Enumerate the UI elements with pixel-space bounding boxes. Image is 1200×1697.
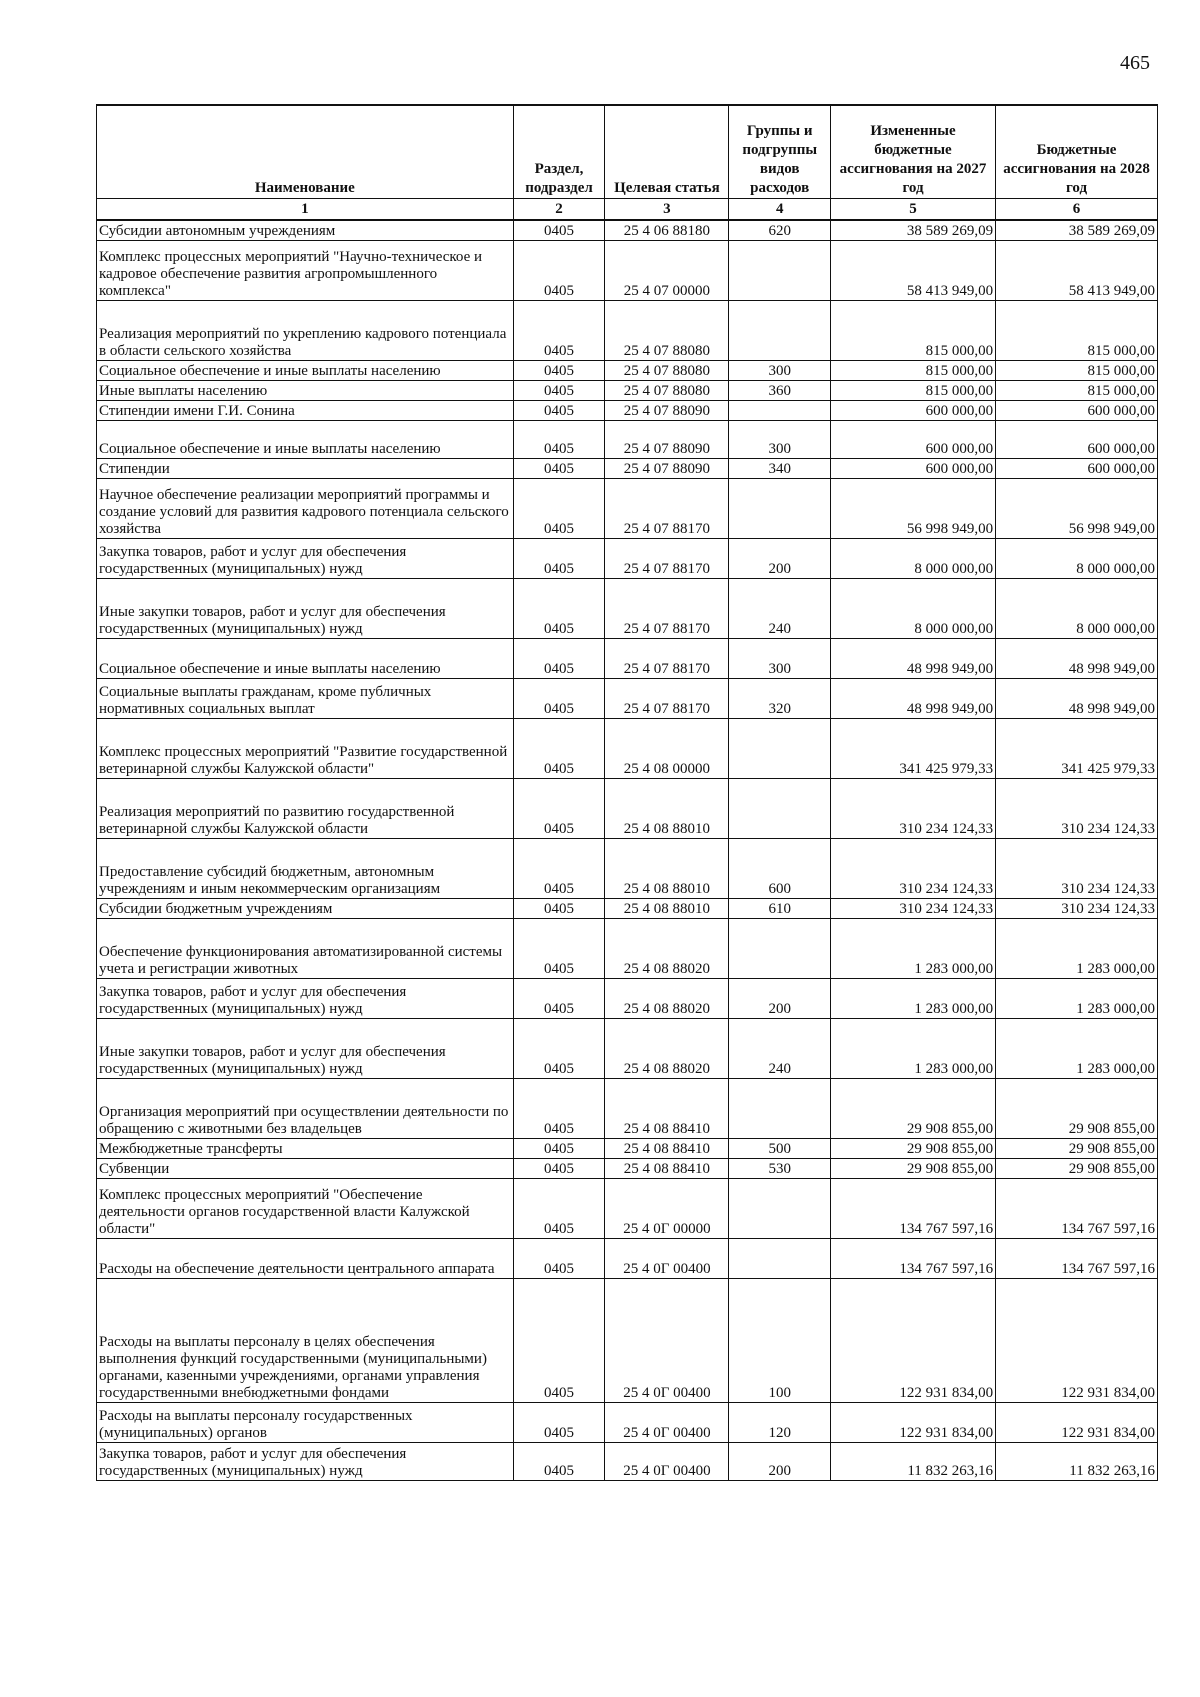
table-row	[97, 360, 1158, 380]
row-section: 0405	[513, 420, 605, 458]
row-name: Комплекс процессных мероприятий "Научно-техническое и кадровое обеспечение развития агропромышленного комплекса"	[97, 240, 514, 300]
row-target-article: 25 4 0Г 00400	[605, 1402, 729, 1442]
row-target-article: 25 4 07 88090	[605, 458, 729, 478]
row-amount-2027: 122 931 834,00	[830, 1402, 995, 1442]
row-amount-2028: 8 000 000,00	[996, 538, 1158, 578]
row-amount-2027: 134 767 597,16	[830, 1178, 995, 1238]
table-row	[97, 1178, 1158, 1238]
table-row	[97, 678, 1158, 718]
row-name: Социальное обеспечение и иные выплаты населению	[97, 638, 514, 678]
column-number: 1	[97, 199, 514, 221]
row-amount-2027: 58 413 949,00	[830, 240, 995, 300]
row-section: 0405	[513, 898, 605, 918]
row-expense-group: 500	[729, 1138, 830, 1158]
row-name: Закупка товаров, работ и услуг для обеспечения государственных (муниципальных) нужд	[97, 978, 514, 1018]
row-section: 0405	[513, 1138, 605, 1158]
row-expense-group	[729, 1238, 830, 1278]
row-amount-2028: 29 908 855,00	[996, 1078, 1158, 1138]
header-row	[97, 105, 1158, 199]
row-section: 0405	[513, 240, 605, 300]
row-target-article: 25 4 07 88080	[605, 360, 729, 380]
row-amount-2028: 8 000 000,00	[996, 578, 1158, 638]
row-amount-2027: 56 998 949,00	[830, 478, 995, 538]
row-amount-2028: 1 283 000,00	[996, 978, 1158, 1018]
table-row	[97, 400, 1158, 420]
table-row	[97, 1402, 1158, 1442]
table-row	[97, 898, 1158, 918]
row-target-article: 25 4 0Г 00400	[605, 1442, 729, 1480]
row-amount-2028: 815 000,00	[996, 300, 1158, 360]
row-name: Иные выплаты населению	[97, 380, 514, 400]
row-section: 0405	[513, 918, 605, 978]
row-section: 0405	[513, 1018, 605, 1078]
row-amount-2027: 815 000,00	[830, 380, 995, 400]
column-header-amount-2028: Бюджетные ассигнования на 2028 год	[996, 105, 1158, 199]
row-target-article: 25 4 07 88090	[605, 420, 729, 458]
table-row	[97, 538, 1158, 578]
table-row	[97, 578, 1158, 638]
row-amount-2028: 48 998 949,00	[996, 638, 1158, 678]
row-expense-group: 300	[729, 420, 830, 458]
row-expense-group: 120	[729, 1402, 830, 1442]
row-amount-2028: 29 908 855,00	[996, 1158, 1158, 1178]
row-amount-2027: 310 234 124,33	[830, 778, 995, 838]
row-name: Субсидии бюджетным учреждениям	[97, 898, 514, 918]
row-name: Расходы на выплаты персоналу в целях обеспечения выполнения функций государственными (муниципальными) органами, казенными учреждениями, органами управления государственными внебюджетными фондами	[97, 1278, 514, 1402]
table-row	[97, 838, 1158, 898]
row-expense-group: 200	[729, 978, 830, 1018]
row-name: Расходы на выплаты персоналу государственных (муниципальных) органов	[97, 1402, 514, 1442]
row-amount-2027: 11 832 263,16	[830, 1442, 995, 1480]
row-expense-group	[729, 400, 830, 420]
budget-table	[96, 104, 1158, 1481]
row-target-article: 25 4 06 88180	[605, 220, 729, 240]
table-row	[97, 978, 1158, 1018]
row-target-article: 25 4 08 88410	[605, 1138, 729, 1158]
table-row	[97, 300, 1158, 360]
row-section: 0405	[513, 1238, 605, 1278]
row-name: Стипендии имени Г.И. Сонина	[97, 400, 514, 420]
row-amount-2028: 600 000,00	[996, 458, 1158, 478]
row-amount-2028: 122 931 834,00	[996, 1402, 1158, 1442]
table-row	[97, 240, 1158, 300]
table-row	[97, 1442, 1158, 1480]
column-number: 5	[830, 199, 995, 221]
row-expense-group	[729, 778, 830, 838]
row-amount-2027: 310 234 124,33	[830, 898, 995, 918]
row-section: 0405	[513, 838, 605, 898]
row-amount-2028: 29 908 855,00	[996, 1138, 1158, 1158]
row-amount-2027: 29 908 855,00	[830, 1158, 995, 1178]
row-expense-group: 600	[729, 838, 830, 898]
row-section: 0405	[513, 678, 605, 718]
table-row	[97, 1138, 1158, 1158]
row-name: Социальное обеспечение и иные выплаты населению	[97, 420, 514, 458]
row-amount-2027: 1 283 000,00	[830, 978, 995, 1018]
row-amount-2027: 8 000 000,00	[830, 538, 995, 578]
table-row	[97, 1078, 1158, 1138]
row-name: Стипендии	[97, 458, 514, 478]
row-amount-2027: 38 589 269,09	[830, 220, 995, 240]
row-name: Предоставление субсидий бюджетным, автономным учреждениям и иным некоммерческим организациям	[97, 838, 514, 898]
row-expense-group: 320	[729, 678, 830, 718]
row-target-article: 25 4 08 88010	[605, 838, 729, 898]
column-number: 3	[605, 199, 729, 221]
row-amount-2028: 310 234 124,33	[996, 778, 1158, 838]
row-name: Субсидии автономным учреждениям	[97, 220, 514, 240]
row-section: 0405	[513, 1158, 605, 1178]
row-amount-2027: 600 000,00	[830, 400, 995, 420]
row-amount-2027: 815 000,00	[830, 300, 995, 360]
row-expense-group: 200	[729, 538, 830, 578]
row-section: 0405	[513, 978, 605, 1018]
row-amount-2027: 815 000,00	[830, 360, 995, 380]
row-target-article: 25 4 07 88170	[605, 678, 729, 718]
row-name: Межбюджетные трансферты	[97, 1138, 514, 1158]
row-target-article: 25 4 0Г 00000	[605, 1178, 729, 1238]
row-section: 0405	[513, 778, 605, 838]
row-amount-2027: 48 998 949,00	[830, 678, 995, 718]
row-expense-group: 620	[729, 220, 830, 240]
row-target-article: 25 4 08 88020	[605, 978, 729, 1018]
row-amount-2028: 122 931 834,00	[996, 1278, 1158, 1402]
table-row	[97, 420, 1158, 458]
row-name: Реализация мероприятий по развитию государственной ветеринарной службы Калужской области	[97, 778, 514, 838]
row-amount-2028: 11 832 263,16	[996, 1442, 1158, 1480]
row-expense-group: 300	[729, 360, 830, 380]
row-amount-2027: 1 283 000,00	[830, 918, 995, 978]
row-expense-group: 300	[729, 638, 830, 678]
row-target-article: 25 4 07 00000	[605, 240, 729, 300]
row-amount-2027: 310 234 124,33	[830, 838, 995, 898]
row-amount-2028: 815 000,00	[996, 360, 1158, 380]
row-name: Социальные выплаты гражданам, кроме публичных нормативных социальных выплат	[97, 678, 514, 718]
row-section: 0405	[513, 1442, 605, 1480]
row-section: 0405	[513, 458, 605, 478]
row-amount-2028: 58 413 949,00	[996, 240, 1158, 300]
row-target-article: 25 4 0Г 00400	[605, 1278, 729, 1402]
row-target-article: 25 4 07 88080	[605, 380, 729, 400]
row-amount-2028: 815 000,00	[996, 380, 1158, 400]
row-name: Реализация мероприятий по укреплению кадрового потенциала в области сельского хозяйства	[97, 300, 514, 360]
row-amount-2027: 341 425 979,33	[830, 718, 995, 778]
row-amount-2027: 600 000,00	[830, 458, 995, 478]
row-name: Иные закупки товаров, работ и услуг для обеспечения государственных (муниципальных) нужд	[97, 578, 514, 638]
column-header-name: Наименование	[97, 105, 514, 199]
row-target-article: 25 4 08 88020	[605, 1018, 729, 1078]
row-name: Социальное обеспечение и иные выплаты населению	[97, 360, 514, 380]
row-section: 0405	[513, 538, 605, 578]
row-section: 0405	[513, 380, 605, 400]
row-section: 0405	[513, 1278, 605, 1402]
column-header-section: Раздел, подраздел	[513, 105, 605, 199]
row-expense-group: 610	[729, 898, 830, 918]
column-header-article: Целевая статья	[605, 105, 729, 199]
row-target-article: 25 4 08 88410	[605, 1158, 729, 1178]
row-amount-2028: 134 767 597,16	[996, 1238, 1158, 1278]
table-body	[97, 220, 1158, 1480]
row-expense-group: 240	[729, 1018, 830, 1078]
row-target-article: 25 4 08 88410	[605, 1078, 729, 1138]
row-target-article: 25 4 07 88080	[605, 300, 729, 360]
table-row	[97, 778, 1158, 838]
row-expense-group	[729, 1078, 830, 1138]
row-name: Комплекс процессных мероприятий "Обеспечение деятельности органов государственной власти Калужской области"	[97, 1178, 514, 1238]
row-target-article: 25 4 08 00000	[605, 718, 729, 778]
column-number: 6	[996, 199, 1158, 221]
row-target-article: 25 4 0Г 00400	[605, 1238, 729, 1278]
row-expense-group	[729, 718, 830, 778]
row-name: Организация мероприятий при осуществлении деятельности по обращению с животными без владельцев	[97, 1078, 514, 1138]
row-target-article: 25 4 08 88010	[605, 898, 729, 918]
row-amount-2027: 600 000,00	[830, 420, 995, 458]
table-row	[97, 478, 1158, 538]
row-name: Комплекс процессных мероприятий "Развитие государственной ветеринарной службы Калужской области"	[97, 718, 514, 778]
row-amount-2028: 1 283 000,00	[996, 918, 1158, 978]
row-amount-2028: 56 998 949,00	[996, 478, 1158, 538]
row-name: Закупка товаров, работ и услуг для обеспечения государственных (муниципальных) нужд	[97, 1442, 514, 1480]
row-target-article: 25 4 08 88010	[605, 778, 729, 838]
table-row	[97, 718, 1158, 778]
row-amount-2028: 1 283 000,00	[996, 1018, 1158, 1078]
row-section: 0405	[513, 478, 605, 538]
row-amount-2027: 1 283 000,00	[830, 1018, 995, 1078]
row-expense-group: 100	[729, 1278, 830, 1402]
row-target-article: 25 4 08 88020	[605, 918, 729, 978]
table-row	[97, 1158, 1158, 1178]
row-amount-2028: 134 767 597,16	[996, 1178, 1158, 1238]
column-header-group: Группы и подгруппы видов расходов	[729, 105, 830, 199]
row-target-article: 25 4 07 88170	[605, 478, 729, 538]
column-header-amount-2027: Измененные бюджетные ассигнования на 2027 год	[830, 105, 995, 199]
row-name: Закупка товаров, работ и услуг для обеспечения государственных (муниципальных) нужд	[97, 538, 514, 578]
row-section: 0405	[513, 360, 605, 380]
row-amount-2027: 29 908 855,00	[830, 1078, 995, 1138]
row-target-article: 25 4 07 88170	[605, 538, 729, 578]
column-number: 4	[729, 199, 830, 221]
table-row	[97, 918, 1158, 978]
row-amount-2028: 600 000,00	[996, 420, 1158, 458]
row-section: 0405	[513, 638, 605, 678]
row-expense-group	[729, 918, 830, 978]
row-expense-group	[729, 300, 830, 360]
row-amount-2027: 8 000 000,00	[830, 578, 995, 638]
row-amount-2027: 122 931 834,00	[830, 1278, 995, 1402]
page-number: 465	[1120, 52, 1150, 74]
row-target-article: 25 4 07 88090	[605, 400, 729, 420]
row-target-article: 25 4 07 88170	[605, 578, 729, 638]
row-target-article: 25 4 07 88170	[605, 638, 729, 678]
row-name: Иные закупки товаров, работ и услуг для обеспечения государственных (муниципальных) нужд	[97, 1018, 514, 1078]
row-expense-group	[729, 240, 830, 300]
row-section: 0405	[513, 1178, 605, 1238]
column-number: 2	[513, 199, 605, 221]
table-row	[97, 638, 1158, 678]
row-name: Обеспечение функционирования автоматизированной системы учета и регистрации животных	[97, 918, 514, 978]
row-amount-2027: 48 998 949,00	[830, 638, 995, 678]
row-section: 0405	[513, 400, 605, 420]
row-amount-2028: 310 234 124,33	[996, 838, 1158, 898]
row-section: 0405	[513, 718, 605, 778]
row-amount-2028: 38 589 269,09	[996, 220, 1158, 240]
row-amount-2027: 134 767 597,16	[830, 1238, 995, 1278]
row-name: Субвенции	[97, 1158, 514, 1178]
row-amount-2028: 600 000,00	[996, 400, 1158, 420]
table-row	[97, 1018, 1158, 1078]
table-row	[97, 220, 1158, 240]
row-amount-2028: 310 234 124,33	[996, 898, 1158, 918]
row-section: 0405	[513, 1402, 605, 1442]
table-row	[97, 1238, 1158, 1278]
row-amount-2028: 341 425 979,33	[996, 718, 1158, 778]
row-section: 0405	[513, 578, 605, 638]
row-section: 0405	[513, 1078, 605, 1138]
row-expense-group: 200	[729, 1442, 830, 1480]
row-expense-group	[729, 1178, 830, 1238]
row-expense-group: 530	[729, 1158, 830, 1178]
row-section: 0405	[513, 220, 605, 240]
row-expense-group: 240	[729, 578, 830, 638]
row-name: Научное обеспечение реализации мероприятий программы и создание условий для развития кадрового потенциала сельского хозяйства	[97, 478, 514, 538]
row-expense-group	[729, 478, 830, 538]
row-expense-group: 360	[729, 380, 830, 400]
row-name: Расходы на обеспечение деятельности центрального аппарата	[97, 1238, 514, 1278]
row-amount-2028: 48 998 949,00	[996, 678, 1158, 718]
column-number-row	[97, 199, 1158, 221]
row-amount-2027: 29 908 855,00	[830, 1138, 995, 1158]
table-row	[97, 1278, 1158, 1402]
row-section: 0405	[513, 300, 605, 360]
table-row	[97, 458, 1158, 478]
row-expense-group: 340	[729, 458, 830, 478]
table-row	[97, 380, 1158, 400]
